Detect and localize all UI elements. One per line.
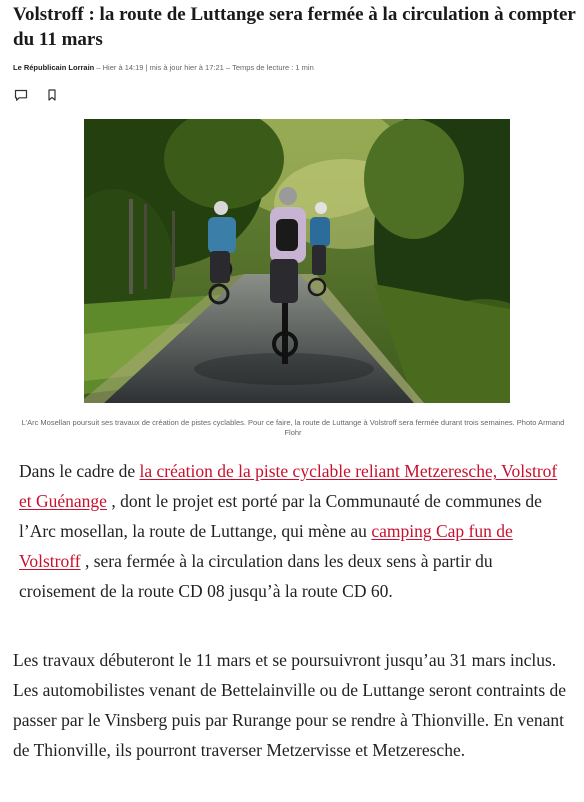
paragraph-text: , dont le projet est porté par la Communauté de communes de l’Arc mosellan, la route de Luttange, qui mène au [19,491,542,541]
article-paragraph [19,456,567,606]
article-title: Volstroff : la route de Luttange sera fermée à la circulation à compter du 11 mars [13,4,576,50]
reading-time: Temps de lecture : 1 min [232,63,314,72]
cyclists-on-path-image [84,119,510,403]
bookmark-button[interactable] [44,87,60,103]
camping-link[interactable]: camping Cap fun de Volstroff [19,521,513,571]
bookmark-icon [47,89,57,101]
byline-separator: | [145,63,150,72]
paragraph-text: , sera fermée à la circulation dans les deux sens à partir du croisement de la route CD 08 jusqu’à la route CD 60. [19,551,493,601]
byline-separator: – [225,63,233,72]
article-actions [13,86,75,104]
comment-button[interactable] [13,87,29,103]
published-time: Hier à 14:19 [102,63,144,72]
article-byline [13,62,314,74]
comment-icon [14,89,28,102]
photo-caption: L’Arc Mosellan poursuit ses travaux de création de pistes cyclables. Pour ce faire, la route de Luttange à Volstroff sera fermée durant trois semaines. Photo Armand Flohr [21,418,565,437]
article-paragraph: Les travaux débuteront le 11 mars et se poursuivront jusqu’au 31 mars inclus. Les automobilistes venant de Bettelainville ou de Luttange seront contraints de passer par le Vinsberg puis par Rurange pour se rendre à Thionville. En venant de Thionville, ils pourront traverser Metzervisse et Metzeresche. [13,650,567,760]
paragraph-text: Dans le cadre de [19,461,140,481]
article-source[interactable]: Le Républicain Lorrain [13,63,95,72]
updated-time: mis à jour hier à 17:21 [149,63,224,72]
bike-path-link[interactable]: la création de la piste cyclable reliant Metzeresche, Volstrof et Guénange [19,461,558,511]
article-photo[interactable] [84,119,510,403]
byline-separator: – [96,63,103,72]
